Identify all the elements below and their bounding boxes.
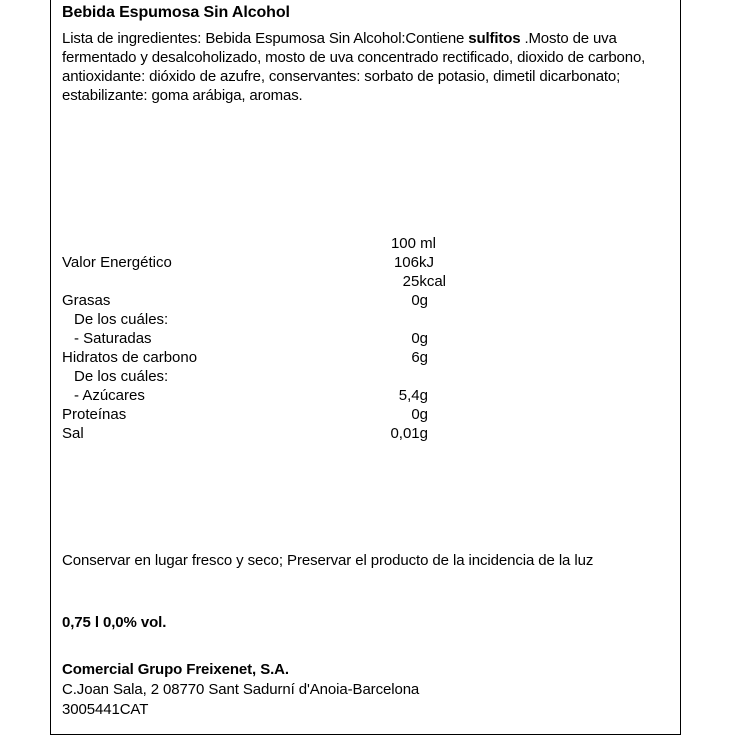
nutrition-label: Grasas <box>62 292 111 309</box>
nutrition-label: Hidratos de carbono <box>62 349 198 366</box>
nutrition-row-salt <box>62 424 442 443</box>
nutrition-label: Sal <box>62 425 84 442</box>
ingredients-prefix: Lista de ingredientes: Bebida Espumosa Sin Alcohol:Contiene <box>62 30 469 47</box>
nutrition-value: 106kJ <box>393 254 434 271</box>
nutrition-value: 5,4g <box>398 387 428 404</box>
nutrition-value: 25kcal <box>402 273 446 290</box>
nutrition-label: De los cuáles: <box>74 368 169 385</box>
nutrition-value: 0g <box>411 292 428 309</box>
company-name: Comercial Grupo Freixenet, S.A. <box>62 661 289 678</box>
nutrition-label: - Azúcares <box>74 387 145 404</box>
nutrition-row-energy <box>62 253 442 272</box>
nutrition-value: 0g <box>411 406 428 423</box>
nutrition-value: 0g <box>411 330 428 347</box>
nutrition-column-header: 100 ml <box>390 235 436 252</box>
nutrition-value: 0,01g <box>390 425 428 442</box>
nutrition-row-fat <box>62 291 442 310</box>
storage-instructions: Conservar en lugar fresco y seco; Preservar el producto de la incidencia de la luz <box>62 552 594 569</box>
company-address: C.Joan Sala, 2 08770 Sant Sadurní d'Anoia-Barcelona <box>62 681 420 698</box>
nutrition-label: - Saturadas <box>74 330 152 347</box>
nutrition-row-carbohydrates <box>62 348 442 367</box>
nutrition-label: Proteínas <box>62 406 127 423</box>
nutrition-label: De los cuáles: <box>74 311 169 328</box>
ingredients-allergen: sulfitos <box>468 30 521 47</box>
nutrition-value: 6g <box>411 349 428 366</box>
nutrition-row-carbs-of-which <box>62 367 442 386</box>
nutrition-row-energy-kcal <box>62 272 446 291</box>
nutrition-label: Valor Energético <box>62 254 172 271</box>
product-title: Bebida Espumosa Sin Alcohol <box>62 4 290 21</box>
nutrition-row-sugars <box>62 386 442 405</box>
nutrition-row-saturated <box>62 329 442 348</box>
ingredients-text <box>62 29 672 105</box>
volume-abv: 0,75 l 0,0% vol. <box>62 614 167 631</box>
ingredients-suffix: .Mosto de uva fermentado y desalcoholizado, mosto de uva concentrado rectificado, dioxido de carbono, antioxidante: dióxido de azufre, conservantes: sorbato de potasio, dimetil dicarbonato; estabilizante: goma arábiga, aromas. <box>62 30 646 104</box>
nutrition-row-fat-of-which <box>62 310 442 329</box>
product-code: 3005441CAT <box>62 701 149 718</box>
nutrition-row-protein <box>62 405 442 424</box>
nutrition-header-row <box>62 234 442 253</box>
